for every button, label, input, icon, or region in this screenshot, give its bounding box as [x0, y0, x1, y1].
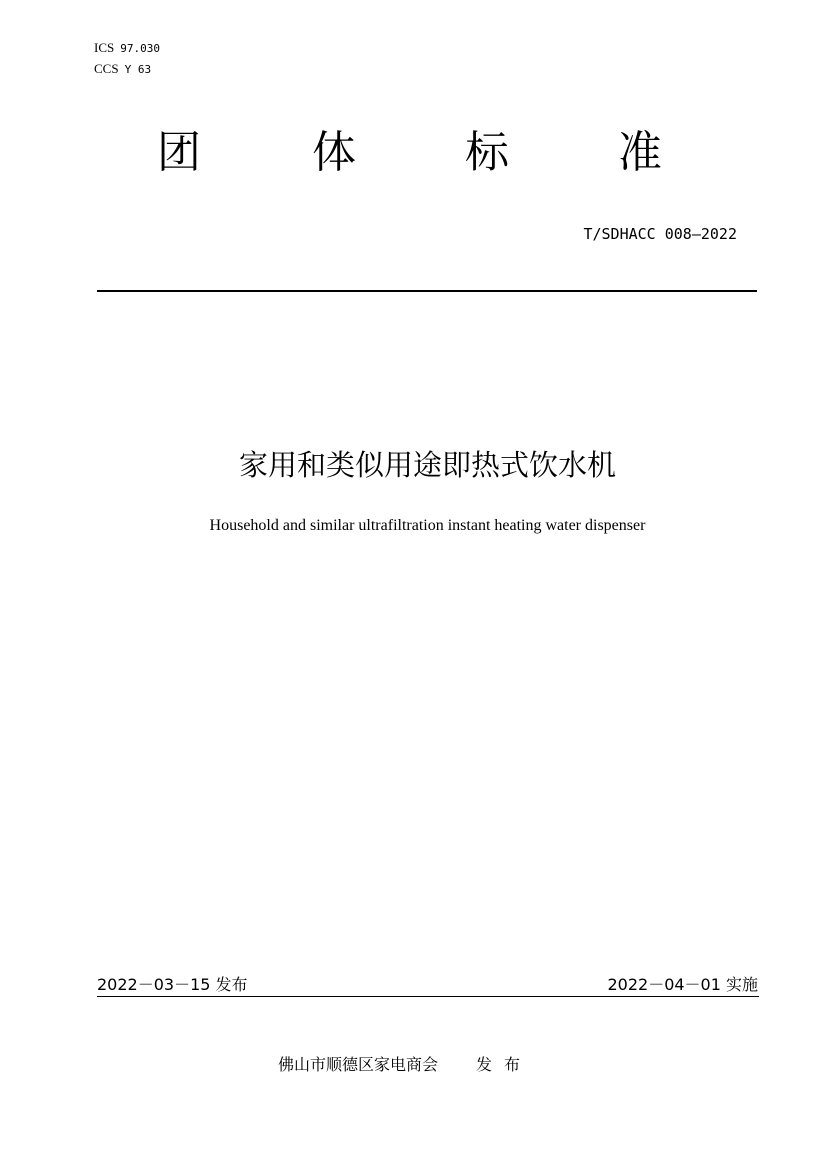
issuer-suffix: 发布	[476, 1055, 533, 1074]
document-title-chinese: 家用和类似用途即热式饮水机	[238, 448, 616, 482]
ics-label: ICS	[94, 40, 115, 55]
standard-type-char-1: 团	[157, 127, 201, 178]
ics-line	[94, 40, 160, 57]
publish-date: 2022－03－15 发布	[97, 975, 248, 994]
footer-divider	[97, 996, 759, 997]
standard-type-char-4: 准	[618, 127, 662, 178]
issuer-line	[278, 1055, 532, 1075]
document-title-english: Household and similar ultrafiltration instant heating water dispenser	[209, 517, 646, 534]
ccs-code: Y 63	[124, 63, 152, 76]
standard-type-char-3: 标	[465, 127, 509, 178]
standard-type-char-2: 体	[312, 127, 356, 178]
ics-code: 97.030	[120, 42, 160, 55]
header-divider	[97, 290, 757, 292]
ccs-label: CCS	[94, 61, 119, 76]
implement-date: 2022－04－01 实施	[607, 975, 758, 994]
issuer-name: 佛山市顺德区家电商会	[278, 1055, 439, 1074]
ccs-line	[94, 61, 151, 78]
standard-number: T/SDHACC 008—2022	[583, 225, 737, 243]
